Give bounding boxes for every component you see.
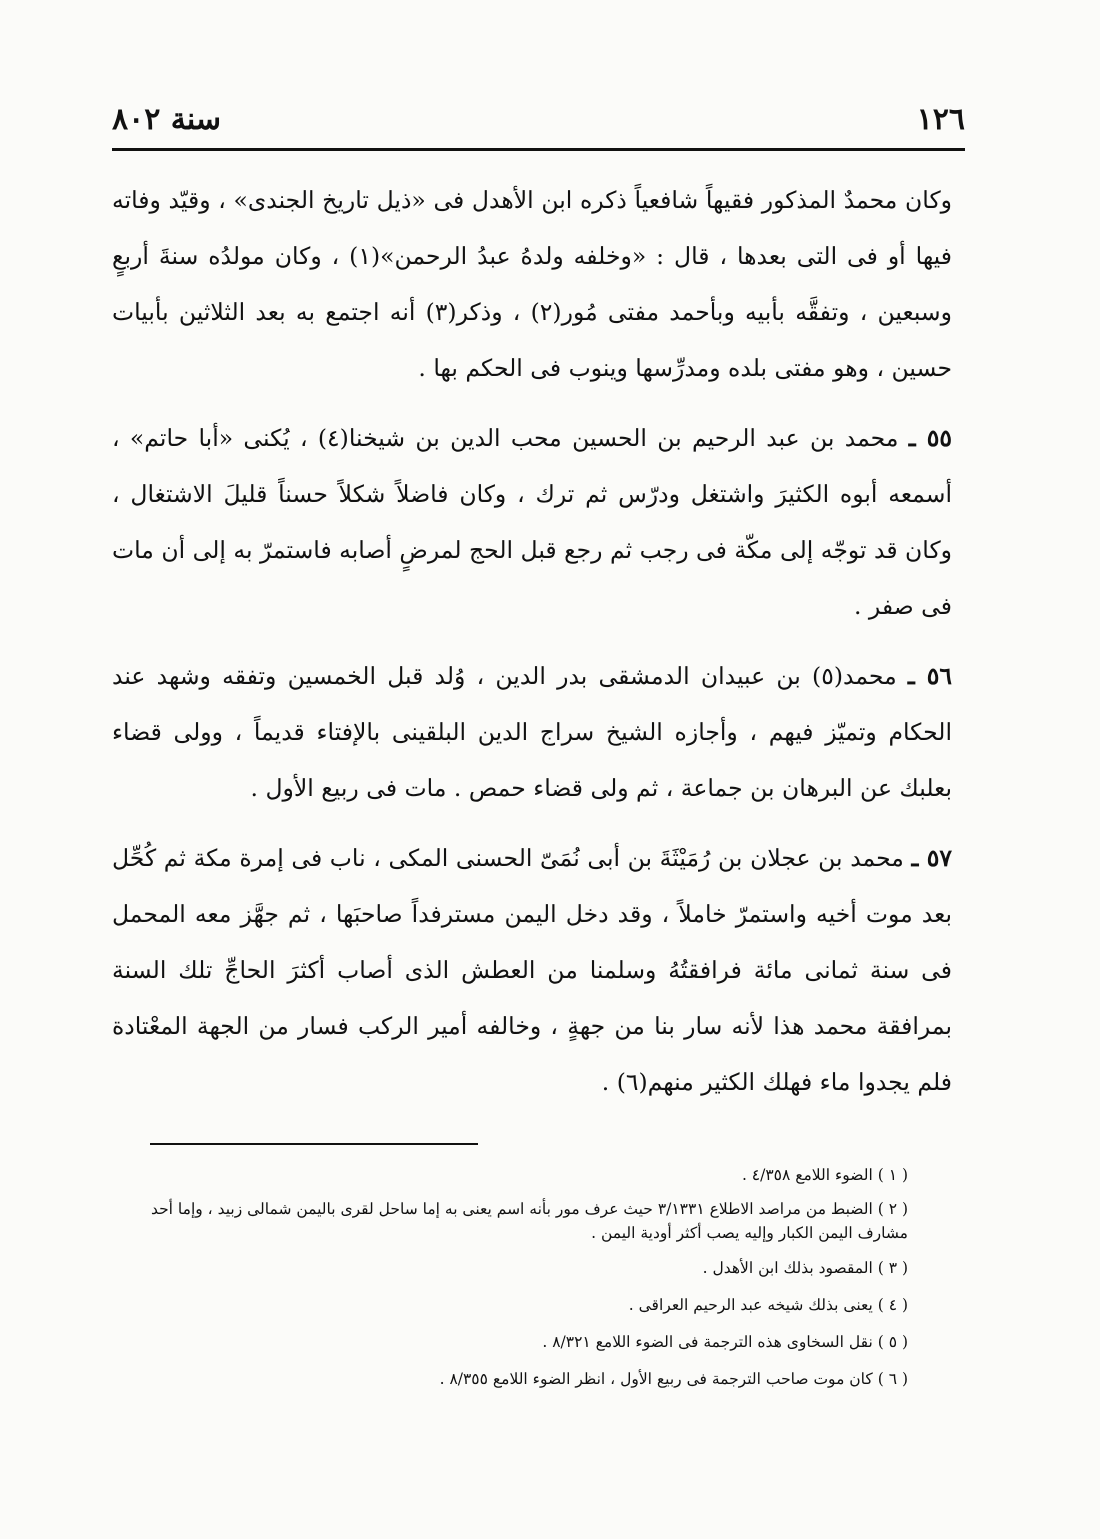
running-head: سنة ٨٠٢ (112, 101, 222, 137)
entry-number: ٥٥ ـ (908, 424, 952, 452)
footnote: ( ٢ ) الضبط من مراصد الاطلاع ٣/١٣٣١ حيث عرف مور بأنه اسم يعنى به إما ساحل لقرى باليمن شمالى زبيد ، وإما أحد مشارف اليمن الكبار وإليه يصب أكثر أودية اليمن . (150, 1200, 908, 1242)
entry-number: ٥٦ ـ (907, 662, 952, 690)
entry-57 (112, 830, 952, 1110)
entry-text: محمد(٥) بن عبيدان الدمشقى بدر الدين ، وُلد قبل الخمسين وتفقه وشهد عند الحكام وتميّز فيهم ، وأجازه الشيخ سراج الدين البلقينى بالإفتاء قديماً ، وولى قضاء بعلبك عن البرهان بن جماعة ، ثم ولى قضاء حمص . مات فى ربيع الأول . (112, 662, 952, 802)
footnote: ( ٤ ) يعنى بذلك شيخه عبد الرحيم العراقى . (628, 1296, 908, 1314)
entry-number: ٥٧ ـ (911, 844, 952, 872)
entry-55 (112, 410, 952, 634)
header-rule (112, 148, 965, 151)
footnote: ( ٣ ) المقصود بذلك ابن الأهدل . (702, 1259, 908, 1277)
footnote: ( ١ ) الضوء اللامع ٤/٣٥٨ . (741, 1166, 908, 1184)
entry-text: محمد بن عبد الرحيم بن الحسين محب الدين بن شيخنا(٤) ، يُكنى «أبا حاتم» ، أسمعه أبوه الكثيرَ واشتغل ودرّس ثم ترك ، وكان فاضلاً شكلاً حسناً قليلَ الاشتغال ، وكان قد توجّه إلى مكّة فى رجب ثم رجع قبل الحج لمرضٍ أصابه فاستمرّ به إلى أن مات فى صفر . (112, 424, 952, 620)
page-number: ١٢٦ (916, 101, 965, 137)
footnote: ( ٦ ) كان موت صاحب الترجمة فى ربيع الأول ، انظر الضوء اللامع ٨/٣٥٥ . (439, 1370, 908, 1388)
paragraph-1: وكان محمدٌ المذكور فقيهاً شافعياً ذكره ابن الأهدل فى «ذيل تاريخ الجندى» ، وقيّد وفاته فيها أو فى التى بعدها ، قال : «وخلفه ولدهُ عبدُ الرحمن»(١) ، وكان مولدُه سنةَ أربعٍ وسبعين ، وتفقَّه بأبيه وبأحمد مفتى مُور(٢) ، وذكر(٣) أنه اجتمع به بعد الثلاثين بأبيات حسين ، وهو مفتى بلده ومدرِّسها وينوب فى الحكم بها . (112, 186, 952, 382)
footnote-rule (150, 1143, 478, 1145)
page-header (112, 88, 965, 150)
footnote: ( ٥ ) نقل السخاوى هذه الترجمة فى الضوء اللامع ٨/٣٢١ . (542, 1333, 908, 1351)
main-text (112, 172, 952, 1110)
footnotes (100, 1160, 908, 1401)
entry-56 (112, 648, 952, 816)
entry-text: محمد بن عجلان بن رُمَيْثَةَ بن أبى نُمَىّ الحسنى المكى ، ناب فى إمرة مكة ثم كُحِّل بعد موت أخيه واستمرّ خاملاً ، وقد دخل اليمن مسترفداً صاحبَها ، ثم جهَّز معه المحمل فى سنة ثمانى مائة فرافقتُهُ وسلمنا من العطش الذى أصاب أكثرَ الحاجِّ تلك السنة بمرافقة محمد هذا لأنه سار بنا من جهةٍ ، وخالفه أمير الركب فسار من الجهة المعْتادة فلم يجدوا ماء فهلك الكثير منهم(٦) . (112, 844, 952, 1096)
